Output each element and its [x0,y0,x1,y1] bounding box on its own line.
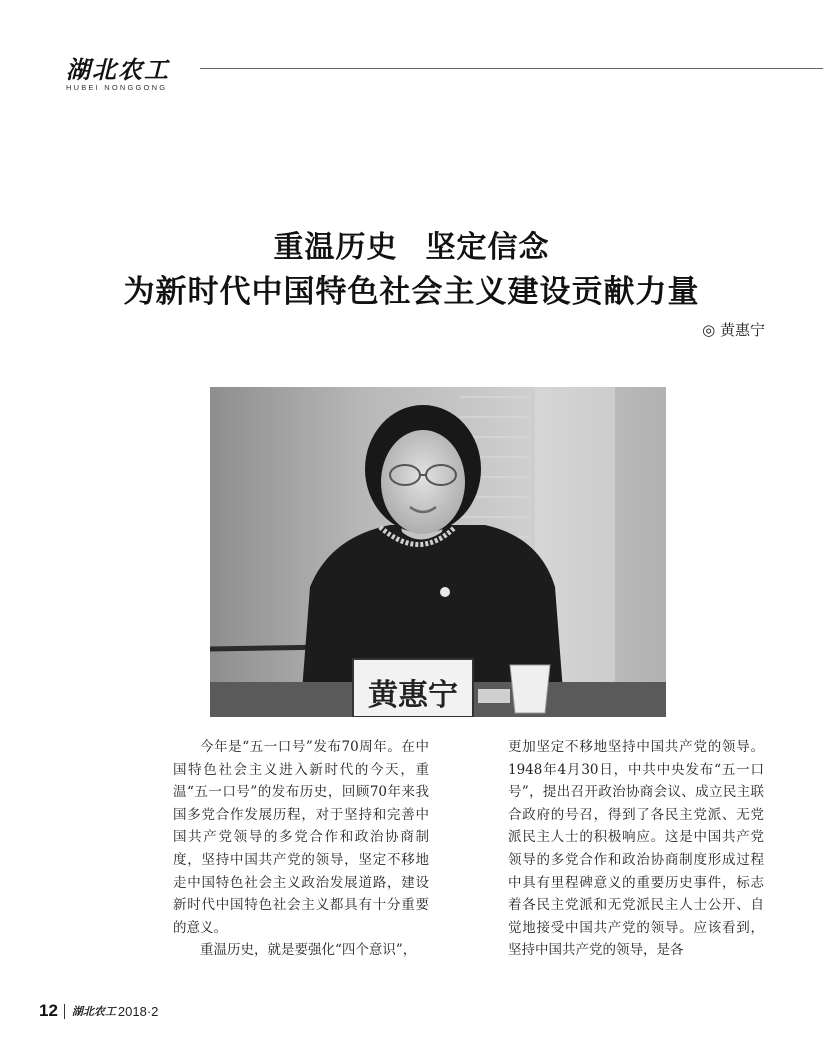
author-byline: ◎ 黄惠宁 [702,321,765,339]
header-rule [200,68,823,69]
page-number: 12 [39,1001,58,1020]
nameplate-text: 黄惠宁 [368,678,458,713]
page-footer [39,1000,158,1022]
article-photo [210,387,666,717]
body-column-right [508,736,764,962]
footer-divider [64,1004,65,1019]
footer-magazine-name: 湖北农工 [71,1005,116,1018]
footer-issue: 2018·2 [117,1003,159,1019]
magazine-pinyin: HUBEI NONGGONG [66,83,168,92]
title-part-2: 坚定信念 [425,230,550,265]
title-part-1: 重温历史 [273,230,398,265]
masthead [66,50,246,94]
article-title-line-1 [0,222,823,266]
paragraph: 今年是“五一口号”发布70周年。在中国特色社会主义进入新时代的今天，重温“五一口号”的发布历史，回顾70年来我国多党合作发展历程，对于坚持和完善中国共产党领导的多党合作和政治协商制度，坚持中国共产党的领导，坚定不移地走中国特色社会主义政治发展道路，建设新时代中国特色社会主义都具有十分重要的意义。 [173,739,429,936]
paragraph: 更加坚定不移地坚持中国共产党的领导。1948年4月30日，中共中央发布“五一口号”，提出召开政治协商会议、成立民主联合政府的号召，得到了各民主党派、无党派民主人士的积极响应。这是中国共产党领导的多党合作和政治协商制度形成过程中具有里程碑意义的重要历史事件，标志着各民主党派和无党派民主人士公开、自觉地接受中国共产党的领导。应该看到，坚持中国共产党的领导，是各 [508,739,764,959]
body-column-left [173,736,429,962]
paragraph: 重温历史，就是要强化“四个意识”， [200,942,417,959]
magazine-logo: 湖北农工 [66,55,170,84]
article-title-line-2: 为新时代中国特色社会主义建设贡献力量 [123,274,700,310]
